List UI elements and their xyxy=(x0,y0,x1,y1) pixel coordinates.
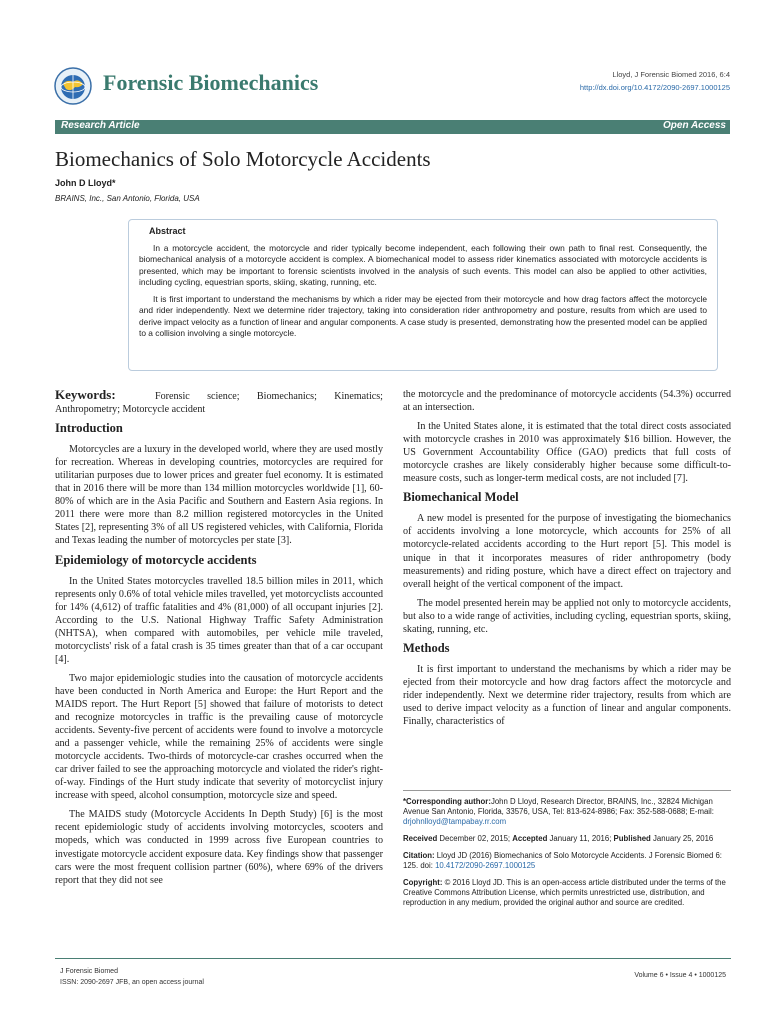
section-heading-epidemiology: Epidemiology of motorcycle accidents xyxy=(55,552,257,567)
article-title: Biomechanics of Solo Motorcycle Accidents xyxy=(55,147,431,171)
paragraph: The model presented herein may be applied not only to motorcycle accidents, but also to a wide range of activities, including cycling, equestrian sports, skiing, skating, running, etc. xyxy=(403,597,731,635)
email-link[interactable]: drjohnlloyd@tampabay.rr.com xyxy=(403,817,507,826)
copyright-text: © 2016 Lloyd JD. This is an open-access article distributed under the terms of the Creative Commons Attribution License, which permits unrestricted use, distribution, and reproduction in any medium, provided the original author and source are credited. xyxy=(403,878,726,907)
corresponding-label: *Corresponding author: xyxy=(403,797,491,806)
paragraph: A new model is presented for the purpose of investigating the biomechanics of accidents involving a lone motorcycle, which accounts for 25% of all motorcycle-related accidents according to the Hurt report [5]. This model is unique in that it incorporates measures of rider anthropometry (body measurements) and riding posture, which have a direct effect on trajectory and overall height of the vertical component of the impact. xyxy=(403,513,731,590)
citation-line: Lloyd, J Forensic Biomed 2016, 6:4 xyxy=(612,70,730,79)
journal-title: Forensic Biomechanics xyxy=(103,70,319,95)
citation xyxy=(403,851,731,871)
corresponding-author xyxy=(403,797,731,827)
column-left xyxy=(55,388,383,893)
accepted-date: January 11, 2016; xyxy=(549,834,612,843)
received-label: Received xyxy=(403,834,438,843)
section-heading-biomechanical-model: Biomechanical Model xyxy=(403,490,519,505)
corresponding-text: John D Lloyd, Research Director, BRAINS, Inc., 32824 Michigan Avenue San Antonio, Florida, 33576, USA, Tel: 813-624-8986; Fax: 352-588-0688; E-mail: xyxy=(403,797,714,816)
section-heading-introduction: Introduction xyxy=(55,421,123,436)
received-date: December 02, 2015; xyxy=(439,834,511,843)
citation-label: Citation: xyxy=(403,851,435,860)
published-label: Published xyxy=(613,834,651,843)
paragraph: The MAIDS study (Motorcycle Accidents In Depth Study) [6] is the most recent epidemiologic study of accidents involving motorcycles, scooters and mopeds, which was conducted in 1999 across five European countries to investigate motorcycle accident exposure data. Key findings show that passenger cars were the most frequent collision partner (60%), where 69% of the drivers report that they did not see xyxy=(55,809,383,886)
article-type-label: Research Article xyxy=(61,120,140,131)
globe-logo-icon xyxy=(53,66,93,106)
paragraph: It is first important to understand the mechanisms by which a rider may be ejected from their motorcycle and how drag factors affect the motorcycle and rider independently. Next we determine rider trajectory, results from which are used to derive impact velocity as a function of linear and angular components. Finally, characteristics of xyxy=(403,663,731,728)
published-date: January 25, 2016 xyxy=(652,834,714,843)
footer-left xyxy=(60,966,204,988)
citation-header xyxy=(580,68,730,94)
abstract-paragraph: It is first important to understand the mechanisms by which a rider may be ejected from their motorcycle and how drag factors affect the motorcycle and rider independently. Next we determine rider trajectory, taking into consideration rider anthropometry and posture, results from which are used to derive impact velocity as a function of linear and angular components. A case study is presented, demonstrating how the presented model can be applied to a collision involving a single motorcycle. xyxy=(139,293,707,338)
paragraph: Two major epidemiologic studies into the causation of motorcycle accidents have been conducted in North America and Europe: the Hurt Report and the MAIDS report. The Hurt Report [5] showed that failure of motorists to detect and recognize motorcycles in traffic is the prevailing cause of motorcycle accidents. Seventy-five percent of accidents were found to involve a motorcycle and a passenger vehicle, while the remaining 25% of accidents were single motorcycle accidents. Two-thirds of motorcycle-car crashes occurred when the car driver failed to see the approaching motorcycle and violated the rider's right-of-way. Findings of the Hurt study indicate that severity of motorcyclist injury increase with speed, alcohol consumption, motorcycle size and speed. xyxy=(55,672,383,802)
article-type-bar xyxy=(55,120,730,134)
keywords-label: Keywords: xyxy=(55,387,116,402)
section-heading-methods: Methods xyxy=(403,640,450,655)
citation-text: Lloyd JD (2016) Biomechanics of Solo Motorcycle Accidents. J Forensic Biomed 6: 125. doi: xyxy=(403,851,722,870)
footer-journal: J Forensic Biomed xyxy=(60,968,118,975)
paragraph: the motorcycle and the predominance of motorcycle accidents (54.3%) occurred at an intersection. xyxy=(403,389,731,414)
keywords xyxy=(55,388,383,416)
footer-divider xyxy=(55,958,731,959)
abstract-heading: Abstract xyxy=(149,226,186,236)
abstract-box xyxy=(128,219,718,371)
article-notes xyxy=(403,790,731,915)
dates xyxy=(403,834,731,844)
paragraph: Motorcycles are a luxury in the developed world, where they are used mostly for recreation. Whereas in developing countries, motorcycles are required for utilitarian purposes due to lower prices and greater fuel economy. It is estimated that in 2016 there will be more than 134 million motorcycles worldwide [1], 60-80% of which are in the Asia Pacific and Southern and Eastern Asia regions. In 2011 there were more than 8.2 million registered motorcycles in the United States [2], representing 3% of all US registered vehicles, with California, Florida and Texas leading the number of motorcycles per state [3]. xyxy=(55,444,383,547)
copyright-label: Copyright: xyxy=(403,878,443,887)
footer-volume: Volume 6 • Issue 4 • 1000125 xyxy=(634,972,726,979)
keywords-text: Forensic science; Biomechanics; Kinematics; Anthropometry; Motorcycle accident xyxy=(55,391,383,416)
footer-issn: ISSN: 2090-2697 JFB, an open access journal xyxy=(60,979,204,986)
paragraph: In the United States alone, it is estimated that the total direct costs associated with motorcycle crashes in 2010 was approximately $16 billion. However, the US Government Accountability Office (GAO) predicts that full costs of motorcycle crashes are likely considerably higher because some difficult-to-measure costs, such as longer-term medical costs, are not included [7]. xyxy=(403,421,731,485)
open-access-label: Open Access xyxy=(663,120,726,131)
doi-link[interactable]: http://dx.doi.org/10.4172/2090-2697.1000125 xyxy=(579,83,730,92)
author-name: John D Lloyd* xyxy=(55,178,116,188)
abstract-paragraph: In a motorcycle accident, the motorcycle and rider typically become independent, each following their own path to final rest. Consequently, the biomechanical analysis of a motorcycle accident is complex. A biomechanical model to assess rider kinematics associated with motorcycle accidents is presented, which may be important to forensic scientists involved in the analysis of such events. This model can also be applied to other activities, including cycling, equestrian sports, skiing, skating, running, etc. xyxy=(139,242,707,287)
copyright xyxy=(403,878,731,908)
accepted-label: Accepted xyxy=(512,834,548,843)
paragraph: In the United States motorcycles travelled 18.5 billion miles in 2011, which represents only 0.6% of total vehicle miles travelled, yet motorcyclists accounted for 14% (4,612) of traffic fatalities and 4% (81,000) of all occupant injuries [2]. According to the U.S. National Highway Traffic Safety Administration (NHTSA), when compared with automobiles, per vehicle mile traveled, motorcyclists' risk of a fatal crash is 35 times greater than that of a car occupant [4]. xyxy=(55,575,383,665)
citation-doi-link[interactable]: 10.4172/2090-2697.1000125 xyxy=(435,861,536,870)
affiliation: BRAINS, Inc., San Antonio, Florida, USA xyxy=(55,194,200,203)
column-right xyxy=(403,388,731,734)
